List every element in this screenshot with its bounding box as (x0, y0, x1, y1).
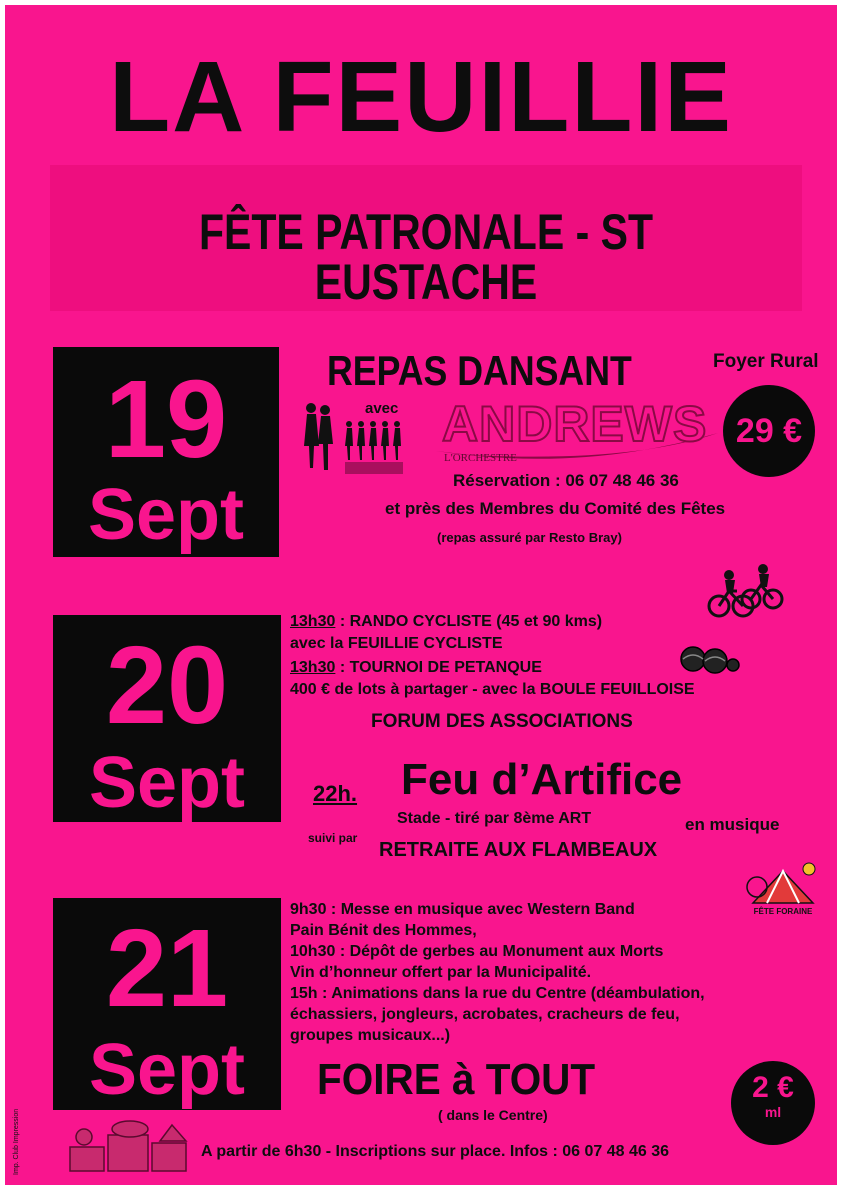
page-title: LA FEUILLIE (109, 41, 733, 153)
date-box-19 (53, 347, 279, 557)
foire-unit: ml (764, 1104, 782, 1120)
fete-foraine-icon (743, 857, 823, 923)
fete-foraine-label: FÊTE FORAINE (753, 907, 813, 916)
dancers-icon (297, 398, 415, 490)
svg-text:L'ORCHESTRE: L'ORCHESTRE (444, 452, 517, 464)
svg-text:ANDREWS: ANDREWS (442, 396, 708, 452)
petanque-time: 13h30 (290, 659, 336, 676)
suivi-par: suivi par (308, 831, 358, 845)
andrews-logo (430, 393, 725, 468)
rando-text: : RANDO CYCLISTE (45 et 90 kms) (335, 613, 603, 630)
program-line: Pain Bénit des Hommes, (290, 922, 477, 939)
date-number: 19 (104, 358, 228, 481)
date-month: Sept (88, 1030, 246, 1110)
catering-note: (repas assuré par Resto Bray) (437, 530, 622, 545)
program-line: groupes musicaux...) (290, 1027, 451, 1044)
comite-members: et près des Membres du Comité des Fêtes (385, 499, 726, 518)
date-number: 21 (105, 907, 229, 1030)
program-line: Vin d’honneur offert par la Municipalité. (290, 964, 592, 981)
infos-line: A partir de 6h30 - Inscriptions sur place. Infos : 06 07 48 46 36 (201, 1143, 670, 1160)
lots-line: 400 € de lots à partager - avec la BOULE FEUILLOISE (290, 681, 695, 698)
en-musique: en musique (685, 815, 780, 834)
poster (5, 5, 837, 1185)
petanque-text: : TOURNOI DE PETANQUE (335, 659, 542, 676)
flea-market-items-icon (60, 1115, 200, 1179)
banner (50, 165, 802, 311)
fireworks-time: 22h. (313, 781, 358, 806)
date-month: Sept (87, 475, 245, 555)
foire-a-tout: FOIRE à TOUT (317, 1055, 596, 1104)
petanque-line (290, 659, 542, 677)
price-badge: 29 € (723, 385, 815, 477)
banner-text: FÊTE PATRONALE - ST EUSTACHE (198, 204, 654, 310)
cyclists-icon (705, 561, 785, 619)
program-line: 15h : Animations dans la rue du Centre (déambulation, (290, 985, 705, 1002)
program-line: 10h30 : Dépôt de gerbes au Monument aux Morts (290, 943, 664, 960)
rando-line (290, 613, 602, 631)
avec-label: avec (365, 400, 399, 417)
program-line: échassiers, jongleurs, acrobates, cracheurs de feu, (290, 1006, 680, 1023)
date-number: 20 (105, 624, 229, 747)
program-line: 9h30 : Messe en musique avec Western Band (290, 901, 635, 918)
foire-price: 2 € (752, 1071, 794, 1104)
reservation: Réservation : 06 07 48 46 36 (453, 471, 679, 490)
date-month: Sept (88, 743, 246, 823)
foire-price-badge (731, 1061, 815, 1145)
day3-program (290, 901, 705, 1048)
printer-credit: Imp. Club Impression (13, 1108, 20, 1175)
retraite-flambeaux: RETRAITE AUX FLAMBEAUX (379, 839, 658, 861)
cyclist-club-line: avec la FEUILLIE CYCLISTE (290, 635, 503, 652)
dans-le-centre: ( dans le Centre) (438, 1107, 548, 1123)
date-box-21 (53, 898, 281, 1110)
date-box-20 (53, 615, 281, 822)
forum-associations: FORUM DES ASSOCIATIONS (371, 711, 633, 732)
rando-time: 13h30 (290, 613, 336, 630)
fireworks-title: Feu d’Artifice (401, 755, 683, 804)
event-repas-dansant: REPAS DANSANT (327, 347, 632, 394)
stade-line: Stade - tiré par 8ème ART (397, 810, 592, 827)
venue: Foyer Rural (713, 351, 819, 372)
petanque-balls-icon (679, 633, 741, 677)
